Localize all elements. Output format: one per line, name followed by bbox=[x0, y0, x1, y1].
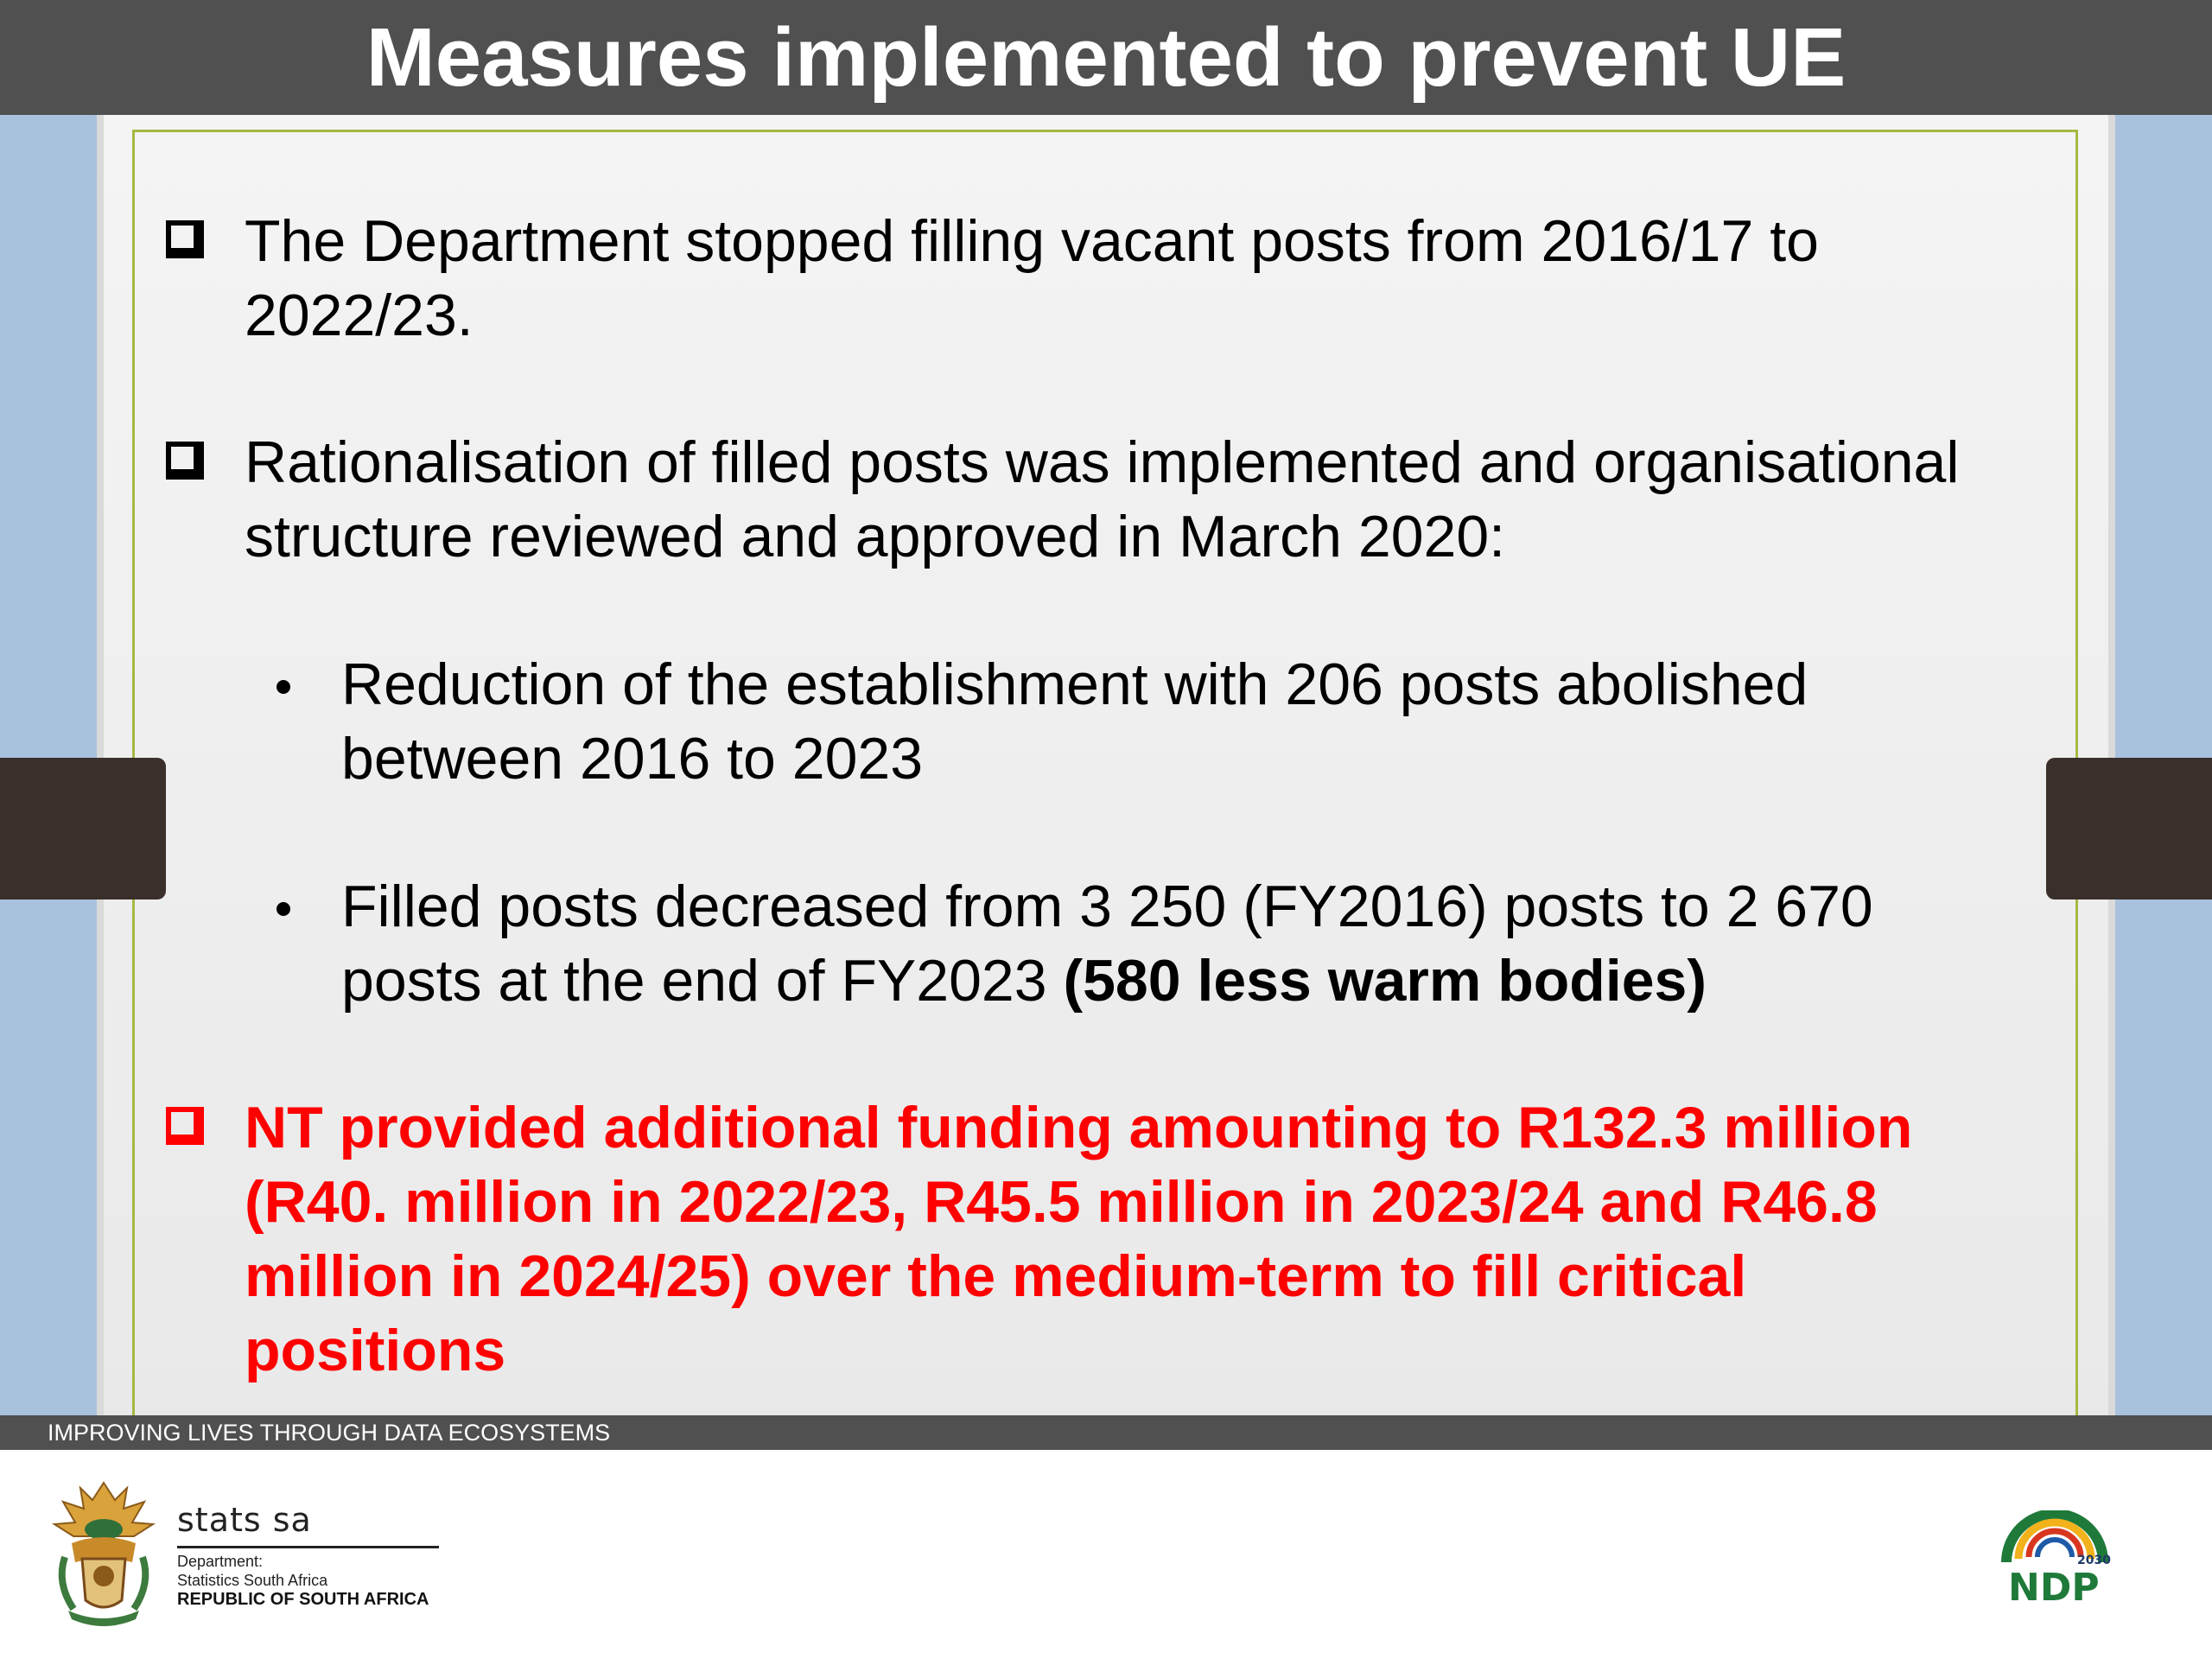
dot-bullet-icon bbox=[276, 902, 290, 916]
checkbox-bullet-icon bbox=[166, 220, 199, 253]
bullet-line: The Department stopped filling vacant posts from 2016/17 to bbox=[245, 208, 1819, 274]
checkbox-bullet-icon bbox=[166, 442, 199, 474]
sub-bullet-line: between 2016 to 2023 bbox=[341, 726, 924, 791]
ndp-year: 2030 bbox=[2077, 1554, 2111, 1567]
footer-bar bbox=[0, 1415, 2212, 1450]
sub-bullet-line-2 bbox=[341, 944, 1707, 1018]
ndp-label: NDP bbox=[2008, 1566, 2100, 1607]
checkbox-bullet-icon bbox=[166, 1107, 199, 1140]
dot-bullet-icon bbox=[276, 680, 290, 694]
bullet-line: 2022/23. bbox=[245, 283, 474, 348]
slide-title: Measures implemented to prevent UE bbox=[365, 11, 1847, 104]
bullet-line: structure reviewed and approved in March 2020: bbox=[245, 504, 1506, 569]
highlight-line: million in 2024/25) over the medium-term to fill critical bbox=[245, 1243, 1747, 1309]
department-label: Department: bbox=[177, 1553, 264, 1570]
stats-sa-logo-text: stats sa bbox=[177, 1501, 312, 1539]
logo-divider bbox=[177, 1546, 439, 1548]
sub-bullet-line: Reduction of the establishment with 206 posts abolished bbox=[341, 652, 1808, 717]
highlight-line: NT provided additional funding amounting to R132.3 million bbox=[245, 1095, 1913, 1160]
sub-bullet-bold-text: (580 less warm bodies) bbox=[1063, 948, 1707, 1014]
sub-bullet-line: Filled posts decreased from 3 250 (FY2016) posts to 2 670 bbox=[341, 874, 1873, 939]
country-name: REPUBLIC OF SOUTH AFRICA bbox=[177, 1590, 429, 1609]
department-name: Statistics South Africa bbox=[177, 1572, 328, 1589]
ndp-2030-logo bbox=[1998, 1510, 2112, 1607]
highlight-line: (R40. million in 2022/23, R45.5 million in 2023/24 and R46.8 bbox=[245, 1169, 1878, 1235]
sub-bullet-plain-text: posts at the end of FY2023 bbox=[341, 948, 1064, 1014]
highlight-line: positions bbox=[245, 1318, 506, 1383]
bullet-line: Rationalisation of filled posts was implemented and organisational bbox=[245, 429, 1960, 495]
coat-of-arms-logo bbox=[48, 1479, 160, 1626]
footer-tagline: IMPROVING LIVES THROUGH DATA ECOSYSTEMS bbox=[48, 1420, 611, 1446]
